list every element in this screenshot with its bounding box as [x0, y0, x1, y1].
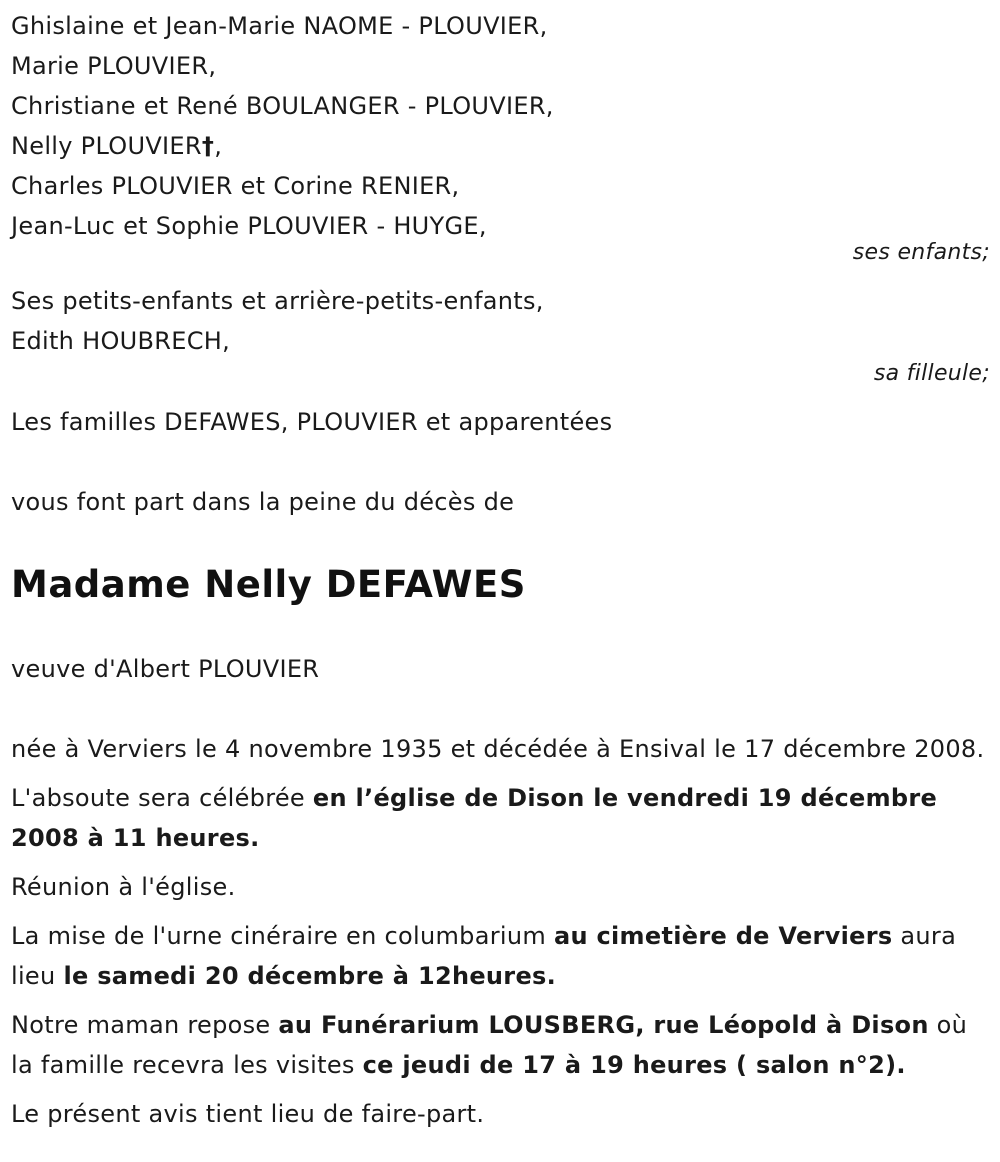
rest-visits: ce jeudi de 17 à 19 heures ( salon n°2).: [362, 1051, 906, 1079]
gathering-paragraph: Réunion à l'église.: [11, 873, 236, 901]
cross-symbol: †: [201, 132, 215, 160]
absoute-detail: en l’église de Dison le vendredi 19 décembre 2008 à 11 heures.: [11, 784, 938, 852]
family-line: Ghislaine et Jean-Marie NAOME - PLOUVIER,: [11, 12, 548, 40]
children-role: ses enfants;: [852, 240, 990, 265]
widow-line: veuve d'Albert PLOUVIER: [11, 655, 320, 683]
family-line: Christiane et René BOULANGER - PLOUVIER,: [11, 92, 554, 120]
rest-place: au Funérarium LOUSBERG, rue Léopold à Dison: [278, 1011, 929, 1039]
deceased-name: Madame Nelly DEFAWES: [11, 563, 526, 606]
nelly-comma: ,: [214, 132, 223, 160]
urn-intro: La mise de l'urne cinéraire en columbarium: [11, 922, 554, 950]
family-list: [11, 0, 990, 246]
announcement: vous font part dans la peine du décès de: [11, 488, 515, 516]
family-line: Charles PLOUVIER et Corine RENIER,: [11, 172, 460, 200]
godchild-role: sa filleule;: [873, 361, 990, 386]
urn-middle: aura lieu: [11, 922, 957, 990]
rest-paragraph: [11, 1005, 990, 1085]
family-line: Marie PLOUVIER,: [11, 52, 217, 80]
urn-date: le samedi 20 décembre à 12heures.: [63, 962, 557, 990]
family-line: Jean-Luc et Sophie PLOUVIER - HUYGE,: [11, 212, 487, 240]
nelly-name: Nelly PLOUVIER: [11, 132, 202, 160]
birth-death-paragraph: née à Verviers le 4 novembre 1935 et décédée à Ensival le 17 décembre 2008.: [11, 735, 985, 763]
rest-intro: Notre maman repose: [11, 1011, 279, 1039]
godchild-line: Edith HOUBRECH,: [11, 327, 231, 355]
families-line: Les familles DEFAWES, PLOUVIER et apparentées: [11, 408, 613, 436]
absoute-paragraph: [11, 778, 990, 858]
notice-paragraph: Le présent avis tient lieu de faire-part.: [11, 1100, 485, 1128]
rest-middle: où la famille recevra les visites: [11, 1011, 968, 1079]
grandchildren-line: Ses petits-enfants et arrière-petits-enfants,: [11, 287, 544, 315]
absoute-intro: L'absoute sera célébrée: [11, 784, 313, 812]
family-line-nelly: [11, 126, 990, 166]
urn-place: au cimetière de Verviers: [553, 922, 893, 950]
urn-paragraph: [11, 916, 990, 996]
